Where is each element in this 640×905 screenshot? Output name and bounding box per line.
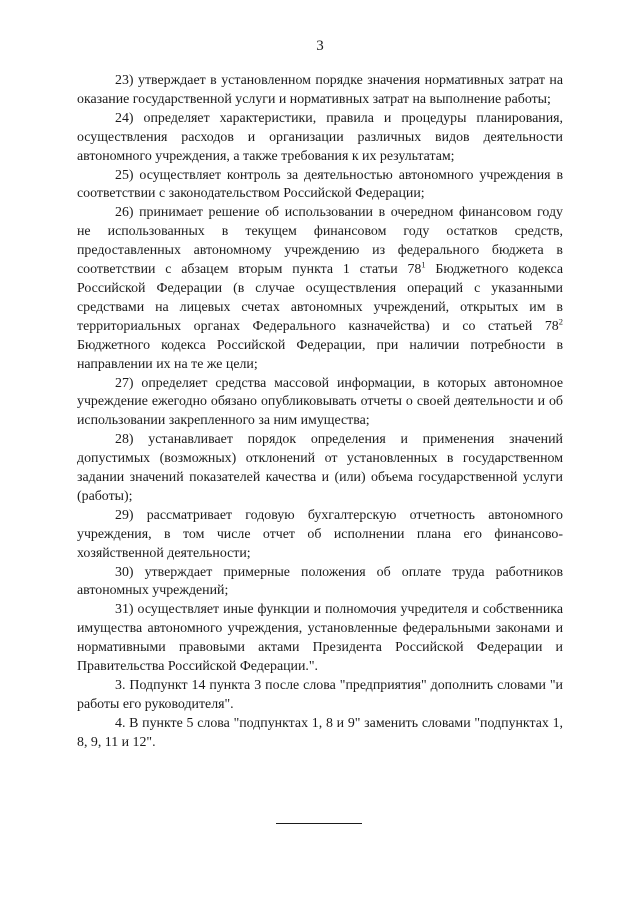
paragraph-31: 31) осуществляет иные функции и полномочия учредителя и собственника имущества автономного учреждения, установленные федеральными законами и нормативными правовыми актами Президента Российской Федерации и Правительства Российской Федерации.". [77, 602, 563, 675]
paragraph-23: 23) утверждает в установленном порядке значения нормативных затрат на оказание государственной услуги и нормативных затрат на выполнение работы; [77, 73, 563, 107]
amendment-item-3: 3. Подпункт 14 пункта 3 после слова "предприятия" дополнить словами "и работы его руководителя". [77, 678, 563, 712]
document-body [77, 72, 563, 753]
paragraph-25: 25) осуществляет контроль за деятельностью автономного учреждения в соответствии с законодательством Российской Федерации; [77, 167, 563, 202]
page-number: 3 [316, 38, 324, 54]
paragraph-30: 30) утверждает примерные положения об оплате труда работников автономных учреждений; [77, 564, 563, 599]
paragraph-26-part-1: 26) принимает решение об использовании в очередном финансовом году не использованных в текущем финансовом году остатков средств, предоставленных автономному учреждению из федерального бюджета в соответствии с абзацем вторым пункта 1 статьи 78 [77, 205, 563, 278]
amendment-item-4: 4. В пункте 5 слова "подпунктах 1, 8 и 9" заменить словами "подпунктах 1, 8, 9, 11 и 12". [77, 715, 563, 750]
superscript-1: 1 [421, 259, 426, 270]
paragraph-27: 27) определяет средства массовой информации, в которых автономное учреждение ежегодно обязано опубликовывать отчеты о своей деятельности и об использовании закрепленного за ним имущества; [77, 375, 563, 429]
paragraph-26-part-2: Бюджетного кодекса Российской Федерации (в случае осуществления операций с указанными средствами на лицевых счетах автономных учреждений, открытых им в территориальных органах Федерального казначейства) и со статьей 78 [77, 262, 563, 334]
superscript-2: 2 [558, 316, 563, 327]
paragraph-29: 29) рассматривает годовую бухгалтерскую отчетность автономного учреждения, в том числе отчет об исполнении плана его финансово-хозяйственной деятельности; [77, 507, 563, 561]
end-divider [276, 823, 362, 824]
paragraph-28: 28) устанавливает порядок определения и применения значений допустимых (возможных) отклонений от установленных в государственном задании значений показателей качества и (или) объема государственной услуги (работы); [77, 432, 563, 504]
paragraph-26 [77, 204, 563, 374]
paragraph-24: 24) определяет характеристики, правила и процедуры планирования, осуществления расходов и организации различных видов деятельности автономного учреждения, а также требования к их результатам; [77, 110, 563, 164]
paragraph-26-part-3: Бюджетного кодекса Российской Федерации, при наличии потребности в направлении их на те же цели; [77, 337, 563, 372]
